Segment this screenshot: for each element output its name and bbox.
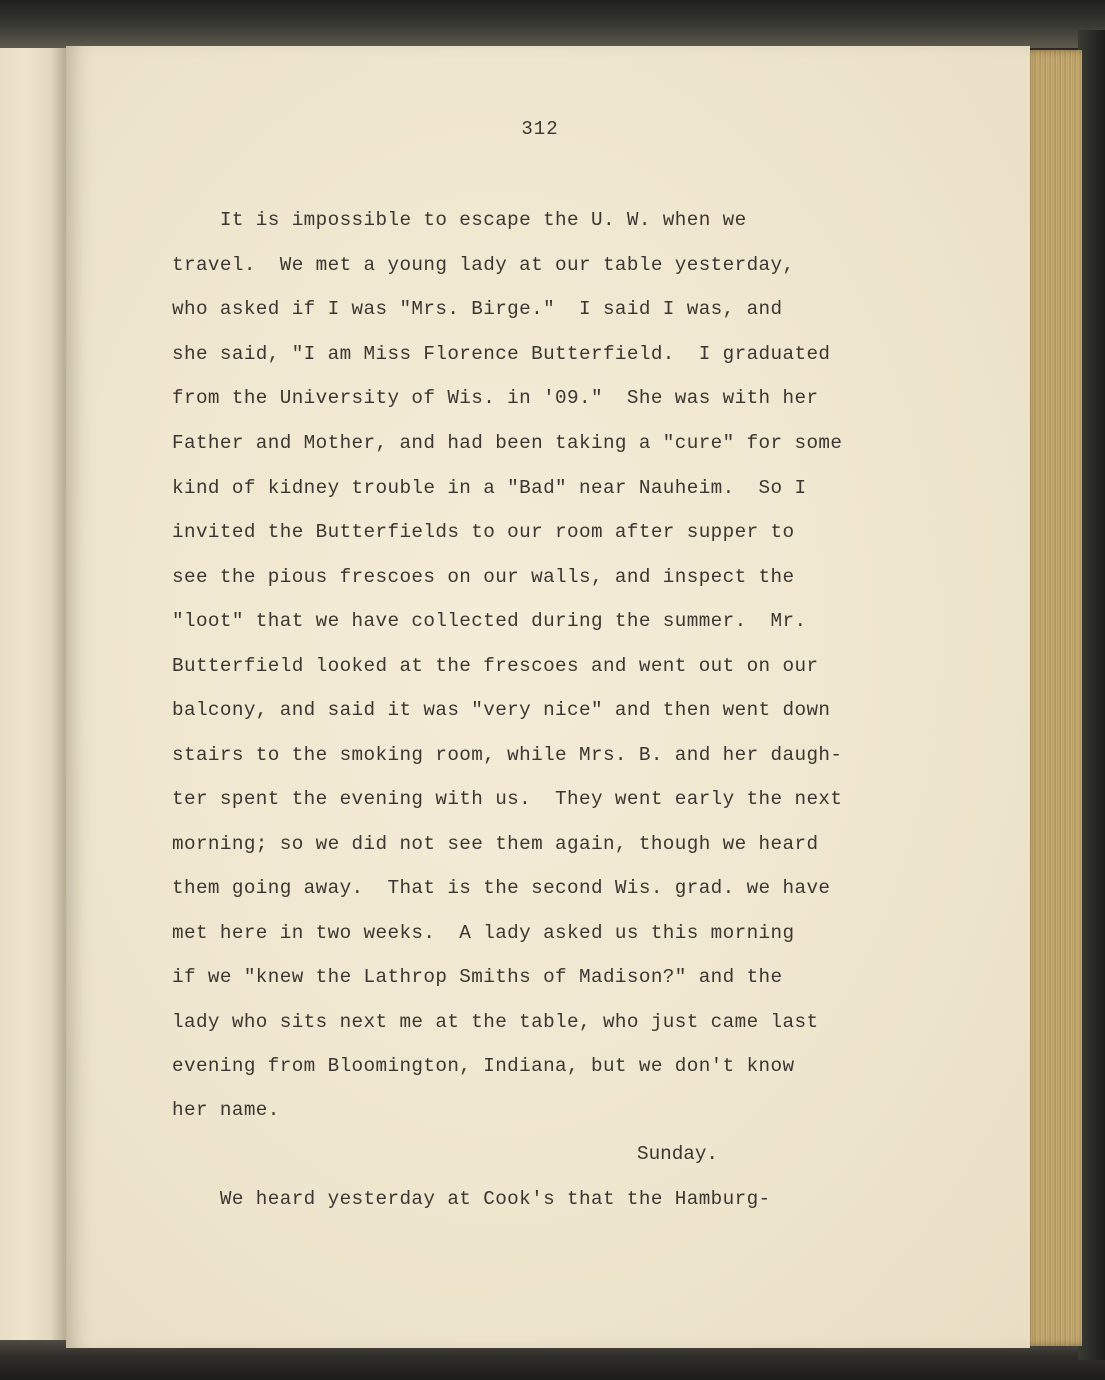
text-line: Father and Mother, and had been taking a "cure" for some — [172, 432, 843, 454]
text-line: met here in two weeks. A lady asked us this morning — [172, 922, 795, 944]
text-line: she said, "I am Miss Florence Butterfield. I graduated — [172, 343, 831, 365]
text-line: her name. — [172, 1099, 280, 1121]
book-cover-edge — [1078, 30, 1105, 1360]
text-line: kind of kidney trouble in a "Bad" near Nauheim. So I — [172, 477, 807, 499]
page-edges — [1022, 50, 1082, 1346]
text-line: if we "knew the Lathrop Smiths of Madison?" and the — [172, 966, 783, 988]
text-line: stairs to the smoking room, while Mrs. B. and her daugh- — [172, 744, 843, 766]
text-line: invited the Butterfields to our room after supper to — [172, 521, 795, 543]
text-line: ter spent the evening with us. They went early the next — [172, 788, 843, 810]
text-line: them going away. That is the second Wis. grad. we have — [172, 877, 831, 899]
text-line: evening from Bloomington, Indiana, but we don't know — [172, 1055, 795, 1077]
text-line: It is impossible to escape the U. W. when we — [172, 209, 747, 231]
text-line: who asked if I was "Mrs. Birge." I said I was, and — [172, 298, 783, 320]
text-line: lady who sits next me at the table, who just came last — [172, 1011, 819, 1033]
text-line: "loot" that we have collected during the summer. Mr. — [172, 610, 807, 632]
book-binding-top — [0, 0, 1105, 48]
text-line: travel. We met a young lady at our table yesterday, — [172, 254, 795, 276]
text-line: morning; so we did not see them again, though we heard — [172, 833, 819, 855]
page-number: 312 — [521, 118, 559, 140]
text-line: We heard yesterday at Cook's that the Hamburg- — [172, 1188, 771, 1210]
section-heading-sunday: Sunday. — [637, 1143, 718, 1165]
book-page — [66, 46, 1030, 1348]
text-line: balcony, and said it was "very nice" and then went down — [172, 699, 831, 721]
text-line: see the pious frescoes on our walls, and inspect the — [172, 566, 795, 588]
text-line: Butterfield looked at the frescoes and went out on our — [172, 655, 819, 677]
previous-page-curl — [0, 0, 72, 1380]
text-line: from the University of Wis. in '09." She was with her — [172, 387, 819, 409]
